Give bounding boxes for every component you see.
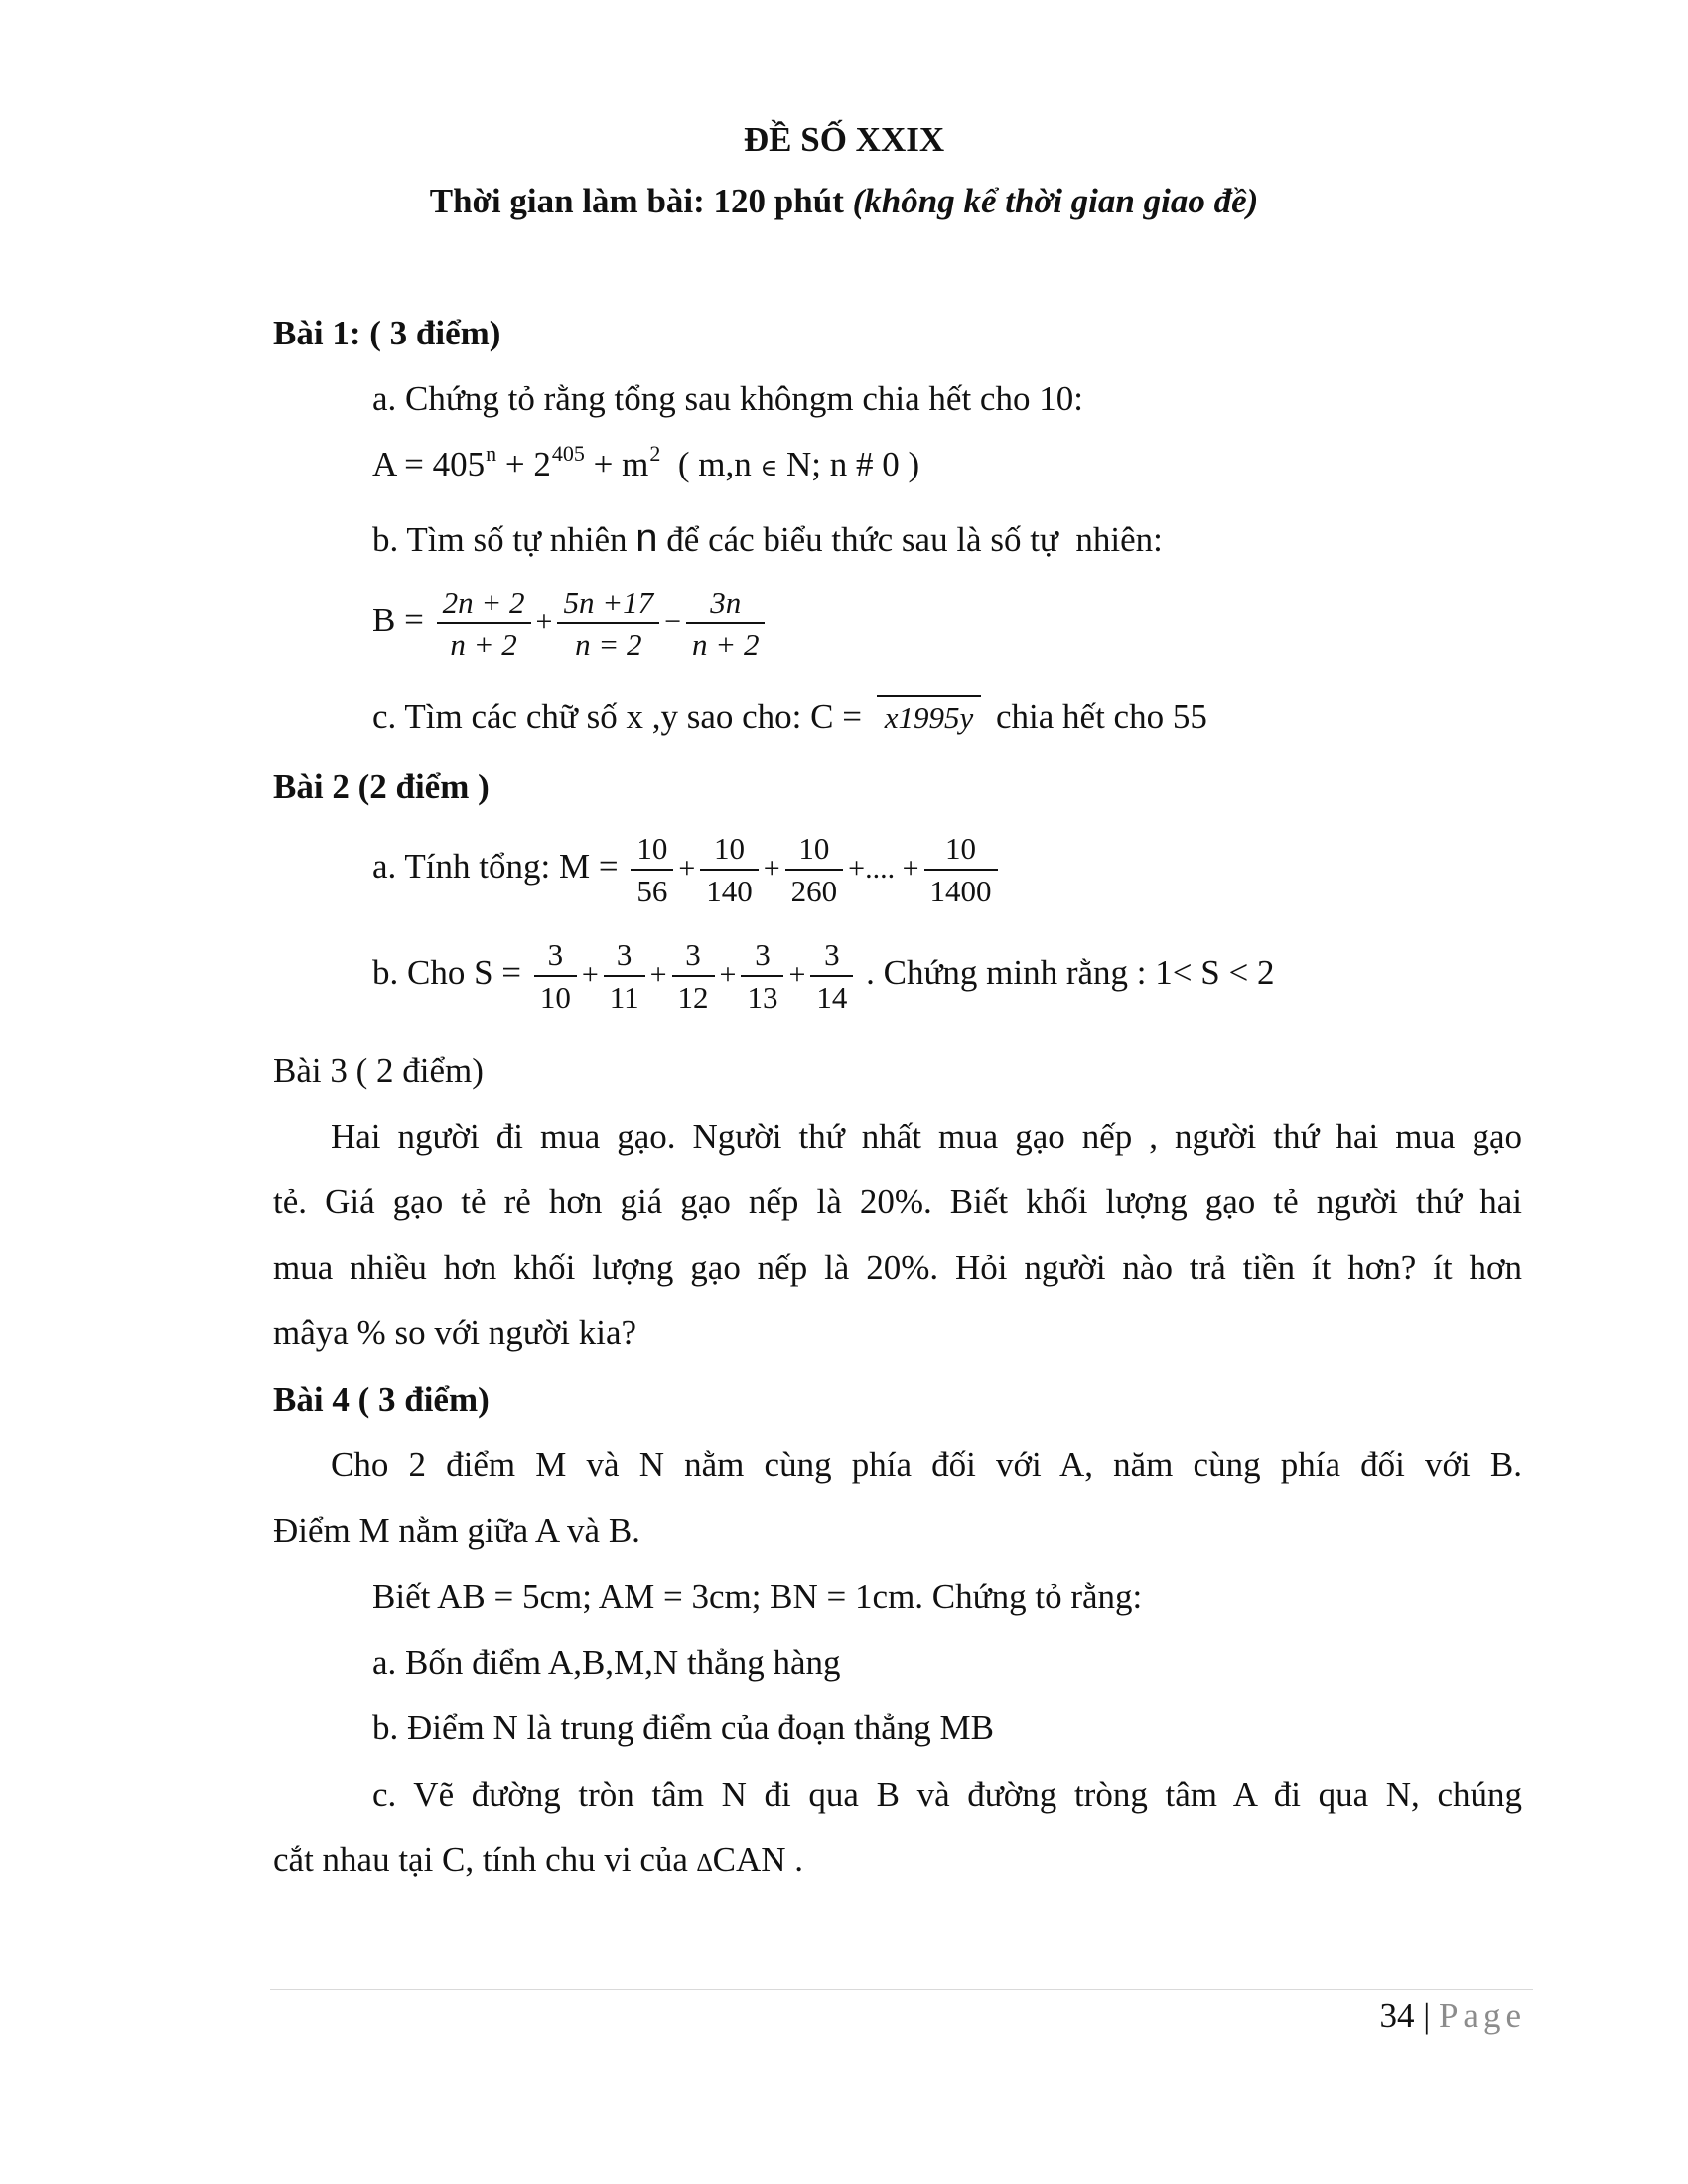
triangle-symbol: ∆	[696, 1848, 713, 1877]
bai1-b-text: b. Tìm số tự nhiên n để các biểu thức sau là số tự nhiên:	[372, 516, 1163, 560]
bai4-b-text: b. Điểm N là trung điểm của đoạn thẳng MB	[372, 1708, 994, 1747]
fraction: $\frac{3}{14}$	[810, 936, 853, 1016]
element-of-symbol: ∈	[760, 456, 778, 481]
bai4-c-line-2: cắt nhau tại C, tính chu vi của ∆CAN .	[273, 1841, 804, 1879]
bai4-line-1: Cho 2 điểm M và N nằm cùng phía đối với A, năm cùng phía đối với B.	[331, 1445, 1522, 1484]
bai1-c-text: c. Tìm các chữ số x ,y sao cho: C = x1995y chia hết cho 55	[372, 697, 1207, 736]
bai4-heading: Bài 4 ( 3 điểm)	[273, 1380, 490, 1419]
page-number: 34	[1379, 1996, 1415, 2035]
bai3-line-4: mâya % so với người kia?	[273, 1313, 637, 1352]
fraction: $\frac{3}{12}$	[672, 936, 715, 1016]
fraction: $\frac{10}{56}$	[631, 830, 673, 909]
footer-rule	[270, 1989, 1533, 1990]
fraction: $\frac{10}{260}$	[785, 830, 844, 909]
fraction: $\frac{10}{140}$	[700, 830, 759, 909]
bai2-b-formula: b. Cho S = $\frac{3}{10}$ + $\frac{3}{11}$ + $\frac{3}{12}$ + $\frac{3}{13}$ + $\frac{3}{14}$ . Chứng minh rằng : 1< S < 2	[372, 937, 1275, 1016]
fraction: $\frac{5n +17}{n = 2}$	[557, 584, 659, 663]
bai1-b-formula: B = $\frac{2n + 2}{n + 2}$ + $\frac{5n +17}{n = 2}$ − $\frac{3n}{n + 2}$	[372, 584, 769, 663]
exam-title: ĐỀ SỐ XXIX	[743, 120, 945, 159]
bai4-a-text: a. Bốn điểm A,B,M,N thẳng hàng	[372, 1643, 841, 1682]
fraction: $\frac{2n + 2}{n + 2}$	[437, 584, 531, 663]
bai1-heading: Bài 1: ( 3 điểm)	[273, 314, 501, 352]
bai4-line-3: Biết AB = 5cm; AM = 3cm; BN = 1cm. Chứng tỏ rằng:	[372, 1577, 1143, 1616]
fraction: $\frac{10}{1400}$	[924, 830, 998, 909]
page-footer	[1379, 1995, 1526, 2037]
time-note: (không kể thời gian giao đề)	[852, 182, 1259, 220]
bai3-line-2: tẻ. Giá gạo tẻ rẻ hơn giá gạo nếp là 20%. Biết khối lượng gạo tẻ người thứ hai	[273, 1182, 1522, 1221]
fraction: $\frac{3n}{n + 2}$	[686, 584, 765, 663]
bai3-line-3: mua nhiều hơn khối lượng gạo nếp là 20%. Hỏi người nào trả tiền ít hơn? ít hơn	[273, 1248, 1522, 1287]
fraction: $\frac{3}{13}$	[741, 936, 783, 1016]
footer-separator: |	[1423, 1996, 1431, 2035]
bai3-line-1: Hai người đi mua gạo. Người thứ nhất mua gạo nếp , người thứ hai mua gạo	[331, 1117, 1522, 1156]
time-line	[0, 181, 1688, 222]
bai2-heading: Bài 2 (2 điểm )	[273, 767, 490, 806]
bai1-a-text: a. Chứng tỏ rằng tổng sau khôngm chia hết cho 10:	[372, 379, 1083, 418]
bai2-a-formula: a. Tính tổng: M = $\frac{10}{56}$ + $\frac{10}{140}$ + $\frac{10}{260}$ +.... + $\frac{10}{1400}$	[372, 830, 1002, 909]
page-word: Page	[1438, 1996, 1526, 2035]
bai4-line-2: Điểm M nằm giữa A và B.	[273, 1511, 640, 1550]
bai3-heading: Bài 3 ( 2 điểm)	[273, 1051, 484, 1090]
time-label: Thời gian làm bài: 120 phút	[429, 182, 844, 220]
bai1-a-formula: $A = 405^n + 2^{405} + m^2$ ( m,n ∈ N; n # 0 )	[372, 441, 920, 483]
fraction: $\frac{3}{11}$	[604, 936, 645, 1016]
bai4-c-line-1: c. Vẽ đường tròn tâm N đi qua B và đường tròng tâm A đi qua N, chúng	[372, 1775, 1522, 1814]
overlined-number: x1995y	[877, 695, 982, 736]
fraction: $\frac{3}{10}$	[534, 936, 577, 1016]
